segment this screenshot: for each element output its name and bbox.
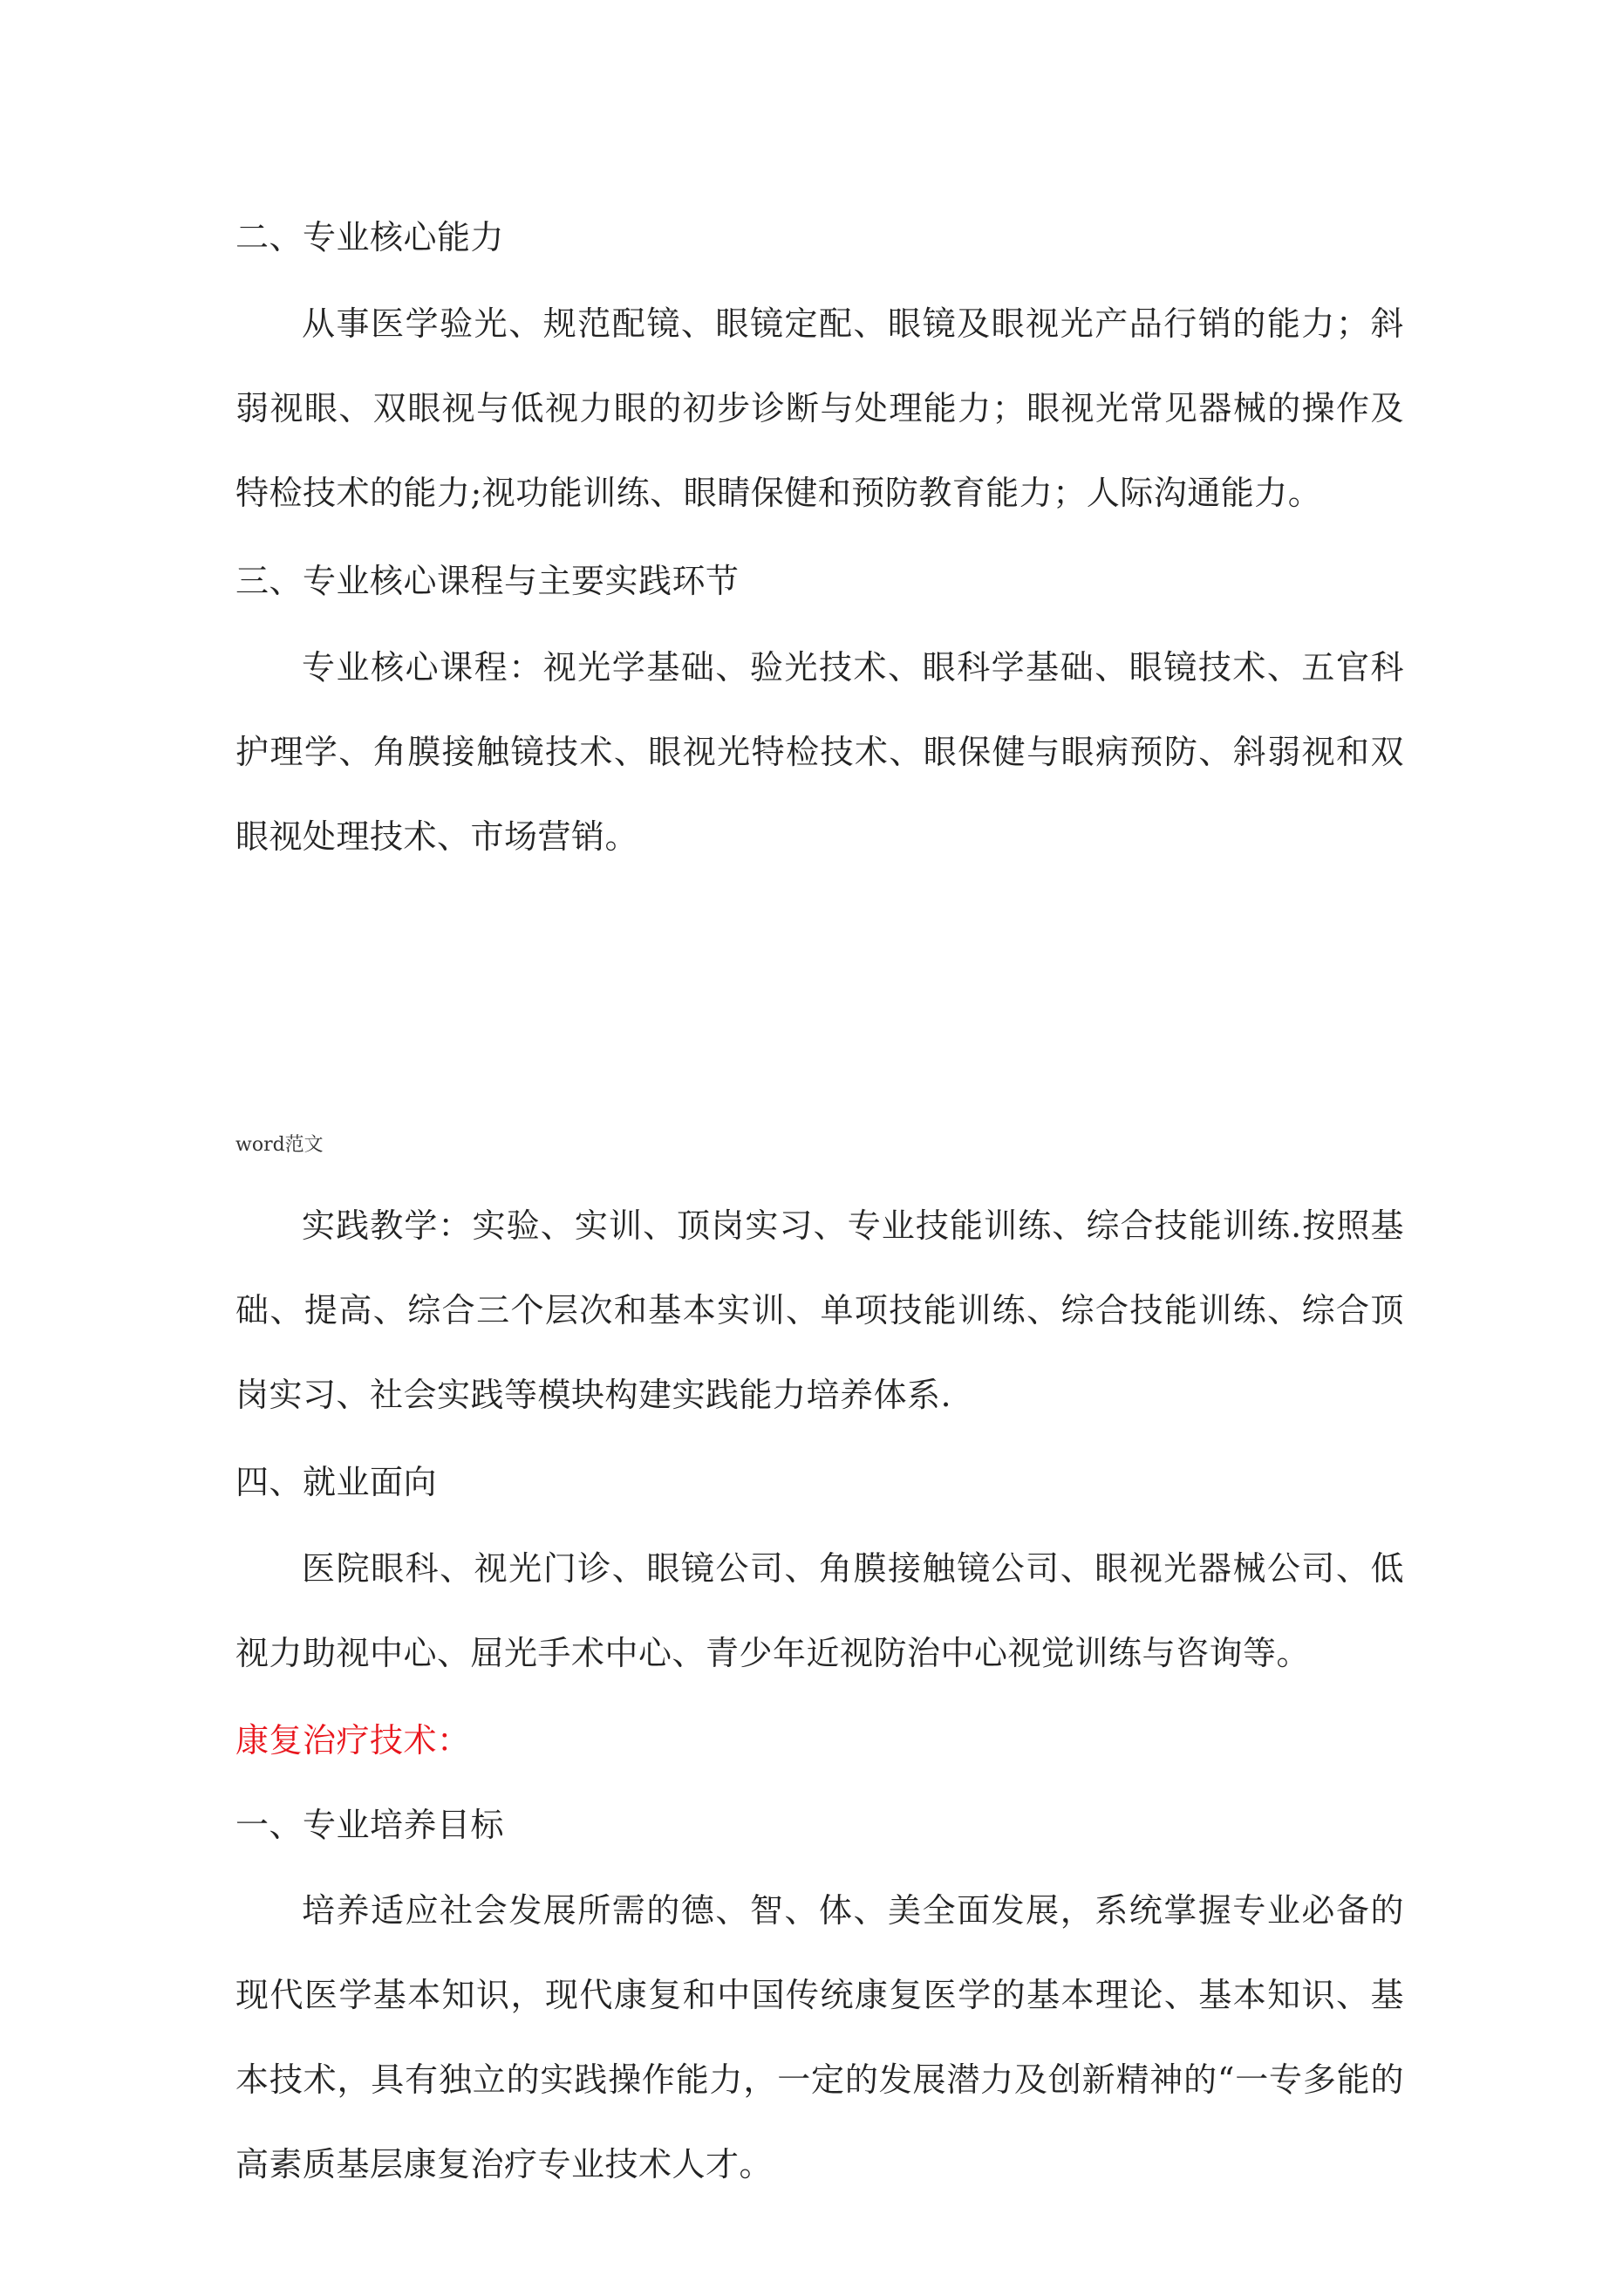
section-4-paragraph: 医院眼科、视光门诊、眼镜公司、角膜接触镜公司、眼视光器械公司、低视力助视中心、屈光手术中心、青少年近视防治中心视觉训练与咨询等。 <box>235 1549 1404 1672</box>
section-3-paragraph: 专业核心课程：视光学基础、验光技术、眼科学基础、眼镜技术、五官科护理学、角膜接触镜技术、眼视光特检技术、眼保健与眼病预防、斜弱视和双眼视处理技术、市场营销。 <box>235 648 1404 856</box>
section-3-heading: 三、专业核心课程与主要实践环节 <box>235 562 740 600</box>
rehab-section-1-paragraph: 培养适应社会发展所需的德、智、体、美全面发展，系统掌握专业必备的现代医学基本知识，现代康复和中国传统康复医学的基本理论、基本知识、基本技术，具有独立的实践操作能力，一定的发展潜力及创新精神的“一专多能的高素质基层康复治疗专业技术人才。 <box>235 1891 1404 2183</box>
section-2-heading: 二、专业核心能力 <box>235 218 505 256</box>
page-footer-label: word范文 <box>235 1134 324 1156</box>
rehab-section-1-heading: 一、专业培养目标 <box>235 1806 505 1844</box>
section-4-heading: 四、就业面向 <box>235 1463 438 1501</box>
practice-paragraph: 实践教学：实验、实训、顶岗实习、专业技能训练、综合技能训练.按照基础、提高、综合三个层次和基本实训、单项技能训练、综合技能训练、综合顶岗实习、社会实践等模块构建实践能力培养体系. <box>235 1206 1404 1414</box>
section-2-paragraph: 从事医学验光、规范配镜、眼镜定配、眼镜及眼视光产品行销的能力；斜弱视眼、双眼视与低视力眼的初步诊断与处理能力；眼视光常见器械的操作及特检技术的能力;视功能训练、眼睛保健和预防教育能力；人际沟通能力。 <box>235 304 1404 512</box>
rehab-section-title: 康复治疗技术： <box>235 1721 471 1760</box>
